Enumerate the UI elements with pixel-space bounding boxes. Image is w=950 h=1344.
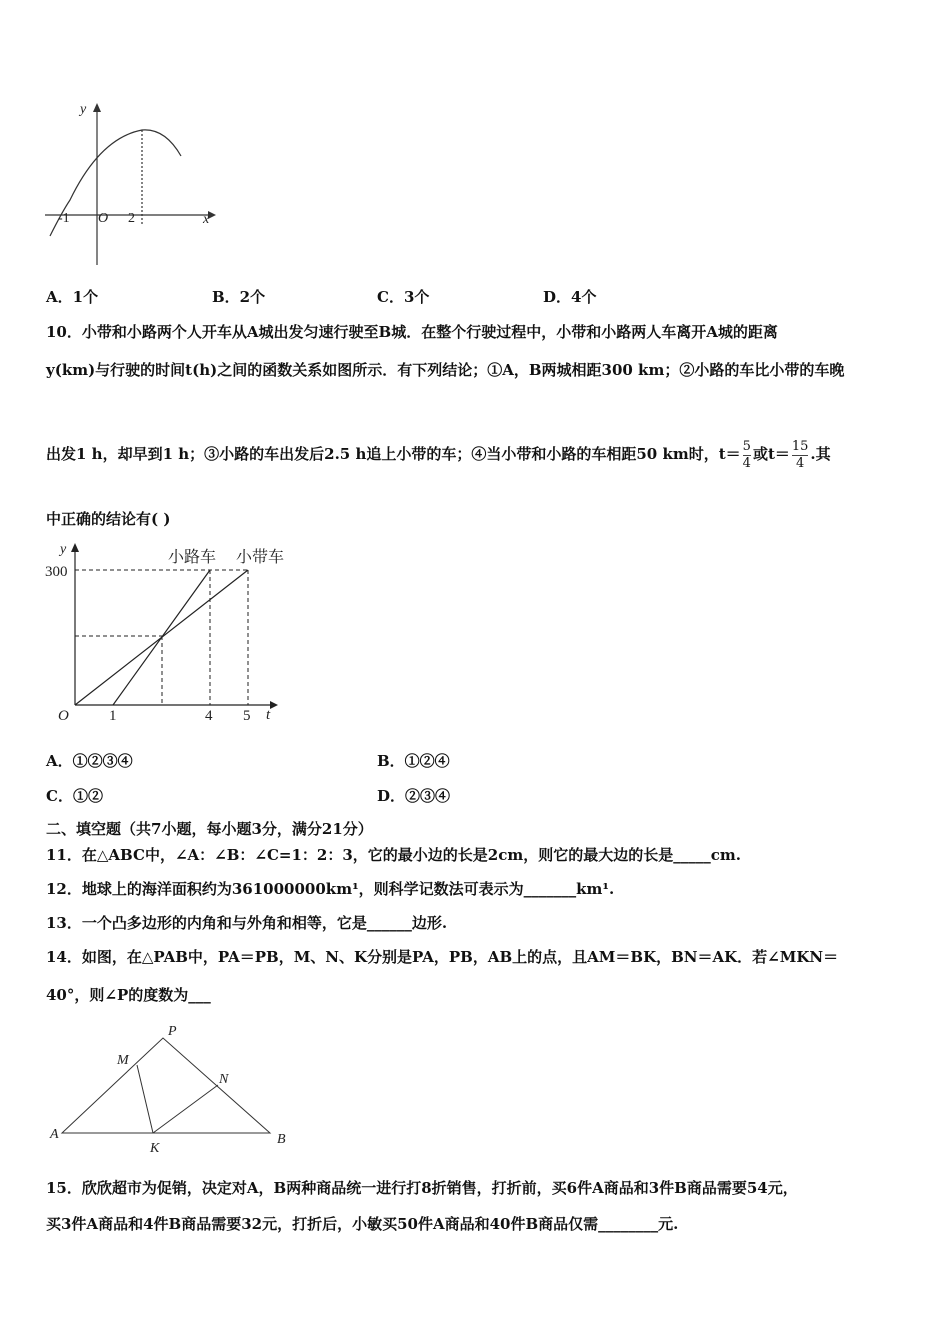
label-t5: 5 [243, 708, 251, 724]
q10-option-b[interactable]: B．①②④ [377, 752, 450, 770]
q10-line4: 中正确的结论有( ) [46, 510, 171, 528]
q10-line3-b: 或t＝ [752, 445, 790, 463]
label-B: B [277, 1132, 286, 1147]
triangle-figure [62, 1038, 270, 1133]
numerator: 15 [791, 438, 809, 454]
q10-line3 [46, 426, 831, 482]
label-M: M [117, 1053, 129, 1068]
label-A: A [50, 1127, 59, 1142]
distance-time-graph [71, 543, 278, 709]
label-y: y [80, 102, 87, 117]
q9-option-b[interactable]: B．2个 [212, 288, 266, 306]
q14-line1: 14．如图，在△PAB中，PA＝PB，M、N、K分别是PA，PB，AB上的点，且AM＝BK，BN＝AK．若∠MKN＝ [46, 948, 839, 966]
section-heading: 二、填空题（共7小题，每小题3分，满分21分） [46, 820, 373, 838]
fraction-15-4 [792, 439, 809, 472]
q10-option-d[interactable]: D．②③④ [377, 787, 451, 805]
q10-option-c[interactable]: C．①② [46, 787, 103, 805]
label-xiaolu: 小路车 [168, 549, 217, 566]
q13: 13．一个凸多边形的内角和与外角和相等，它是______边形. [46, 914, 448, 932]
q9-option-c[interactable]: C．3个 [377, 288, 430, 306]
label-N: N [219, 1072, 229, 1087]
label-origin: O [58, 708, 69, 724]
parabola-graph [45, 103, 216, 265]
q10-line2: y(km)与行驶的时间t(h)之间的函数关系如图所示．有下列结论；①A，B两城相距300 km；②小路的车比小带的车晚 [46, 361, 845, 379]
q11: 11．在△ABC中，∠A：∠B：∠C=1：2：3，它的最小边的长是2cm，则它的最大边的长是_____cm. [46, 846, 741, 864]
q12: 12．地球上的海洋面积约为361000000km¹，则科学记数法可表示为_______km¹. [46, 880, 615, 898]
segment-kn [153, 1085, 218, 1133]
q14-line2: 40°，则∠P的度数为___ [46, 986, 211, 1004]
label-neg1: -1 [58, 211, 70, 226]
q10-line3-a: 出发1 h，却早到1 h；③小路的车出发后2.5 h追上小带的车；④当小带和小路的车相距50 km时，t＝ [46, 445, 741, 463]
q9-option-a[interactable]: A．1个 [46, 288, 99, 306]
q15-line2: 买3件A商品和4件B商品需要32元，打折后，小敏买50件A商品和40件B商品仅需________元. [46, 1215, 679, 1233]
label-x: x [203, 212, 210, 227]
q9-option-d[interactable]: D．4个 [543, 288, 597, 306]
label-t1: 1 [109, 708, 117, 724]
label-t: t [266, 707, 271, 723]
q10-line1: 10．小带和小路两个人开车从A城出发匀速行驶至B城．在整个行驶过程中，小带和小路两人车离开A城的距离 [46, 323, 778, 341]
segment-mk [137, 1065, 153, 1133]
numerator: 5 [742, 438, 751, 454]
label-t4: 4 [205, 708, 213, 724]
q10-line3-c: .其 [810, 445, 831, 463]
triangle-pab [62, 1038, 270, 1133]
label-K: K [150, 1141, 160, 1156]
q15-line1: 15．欣欣超市为促销，决定对A，B两种商品统一进行打8折销售，打折前，买6件A商品和3件B商品需要54元， [46, 1179, 798, 1197]
denominator: 4 [742, 455, 751, 471]
label-2: 2 [128, 211, 135, 226]
y-axis-arrow [93, 103, 101, 112]
label-origin: O [98, 211, 109, 226]
label-300: 300 [45, 564, 68, 580]
label-y: y [60, 542, 67, 557]
q10-option-a[interactable]: A．①②③④ [46, 752, 133, 770]
label-P: P [168, 1024, 177, 1039]
denominator: 4 [796, 455, 805, 471]
label-xiaodai: 小带车 [236, 549, 285, 566]
fraction-5-4 [743, 439, 751, 472]
